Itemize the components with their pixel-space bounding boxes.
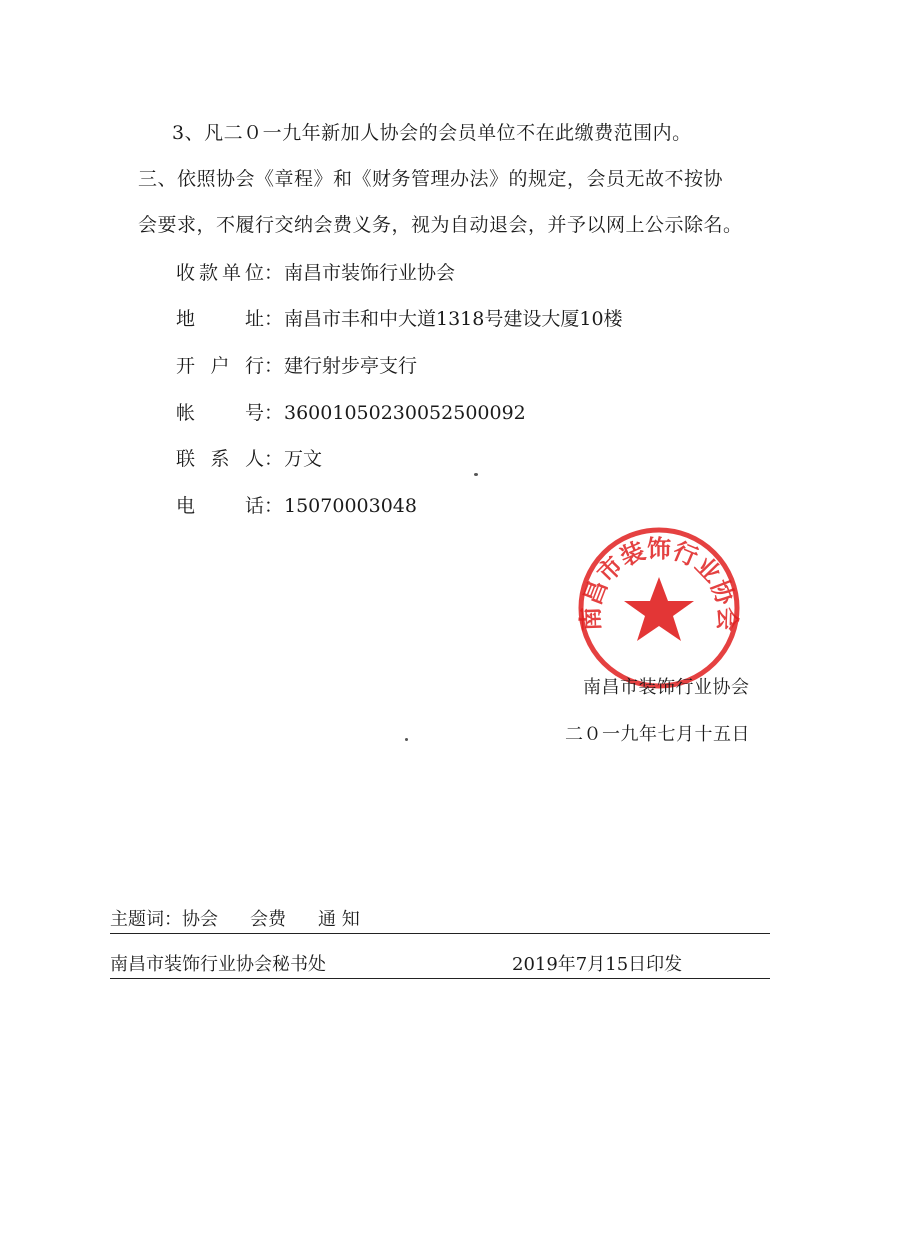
section-3-line-2: 会要求，不履行交纳会费义务，视为自动退会，并予以网上公示除名。 [138,214,743,236]
issue-date: 2019年7月15日印发 [512,954,683,975]
keywords-row [110,905,770,934]
phone-row: 电话：15070003048 [176,491,417,518]
account-value: 36001050230052500092 [284,402,526,424]
keyword-3: 通 知 [318,909,360,930]
account-row: 帐号：36001050230052500092 [176,398,526,425]
keyword-2: 会费 [250,909,286,930]
official-seal [576,525,742,691]
issuer-row [110,950,770,979]
issuer-name: 南昌市装饰行业协会秘书处 [110,954,326,975]
signature-date: 二０一九年七月十五日 [565,724,750,745]
payee-row: 收款单位：南昌市装饰行业协会 [176,258,455,285]
phone-value: 15070003048 [284,495,417,517]
seal-star-icon [624,577,694,641]
scan-speck [405,738,408,741]
address-label: 地址 [176,308,264,330]
payee-value: 南昌市装饰行业协会 [284,262,456,284]
bank-row: 开户行：建行射步亭支行 [176,351,417,378]
contact-label: 联系人 [176,448,264,470]
bank-value: 建行射步亭支行 [284,355,418,377]
account-label: 帐号 [176,402,264,424]
keywords-label: 主题词： [110,909,182,930]
svg-text:南昌市装饰行业协会: 南昌市装饰行业协会 [576,533,742,632]
address-value: 南昌市丰和中大道1318号建设大厦10楼 [284,308,623,330]
keyword-1: 协会 [182,909,218,930]
address-row: 地址：南昌市丰和中大道1318号建设大厦10楼 [176,304,623,331]
contact-value: 万文 [284,448,323,470]
payee-label: 收款单位 [176,262,264,284]
item-3-text: 3、凡二０一九年新加人协会的会员单位不在此缴费范围内。 [172,122,692,144]
contact-row: 联系人：万文 [176,444,322,471]
bank-label: 开户行 [176,355,264,377]
phone-label: 电话 [176,495,264,517]
signature-org: 南昌市装饰行业协会 [583,677,750,698]
scan-speck [474,473,478,476]
section-3-line-1: 三、依照协会《章程》和《财务管理办法》的规定，会员无故不按协 [138,168,724,190]
